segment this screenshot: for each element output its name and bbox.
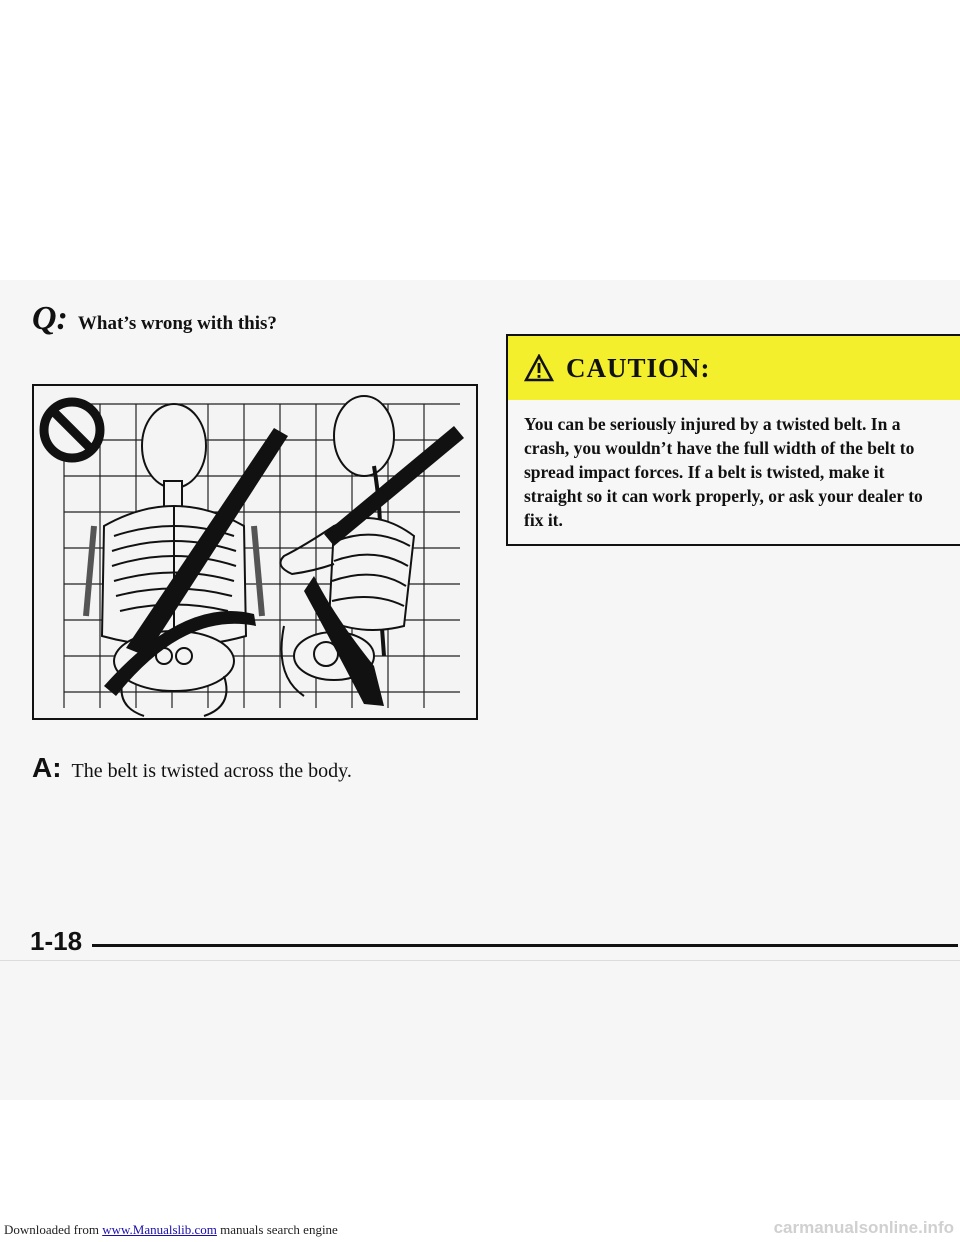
front-skeleton xyxy=(86,404,262,716)
answer-text: The belt is twisted across the body. xyxy=(71,760,352,782)
warning-triangle-icon xyxy=(524,354,554,382)
download-prefix: Downloaded from xyxy=(4,1222,103,1237)
scan-line xyxy=(0,960,960,961)
page-number: 1-18 xyxy=(30,926,83,956)
download-suffix: manuals search engine xyxy=(216,1222,338,1237)
no-symbol-icon xyxy=(44,402,100,458)
answer-letter: A: xyxy=(32,752,62,783)
download-credit xyxy=(4,1222,338,1238)
page-top-margin xyxy=(0,0,960,280)
question-text: What’s wrong with this? xyxy=(77,313,277,334)
caution-box xyxy=(506,334,960,546)
caution-header xyxy=(508,336,960,400)
watermark: carmanualsonline.info xyxy=(773,1218,954,1237)
skeleton-drawing xyxy=(34,386,476,718)
caution-title: CAUTION: xyxy=(566,352,711,383)
answer-line xyxy=(32,752,352,784)
manualslib-link[interactable]: www.Manualslib.com xyxy=(102,1222,217,1237)
footer-rule xyxy=(92,944,958,947)
question-line xyxy=(32,300,277,338)
seatbelt-illustration xyxy=(32,384,478,720)
caution-text: You can be seriously injured by a twisted belt. In a crash, you wouldn’t have the full width of the belt to spread impact forces. If a belt is twisted, make it straight so it can work properly, or ask your dealer to fix it. xyxy=(524,414,923,530)
question-letter: Q: xyxy=(32,300,68,337)
